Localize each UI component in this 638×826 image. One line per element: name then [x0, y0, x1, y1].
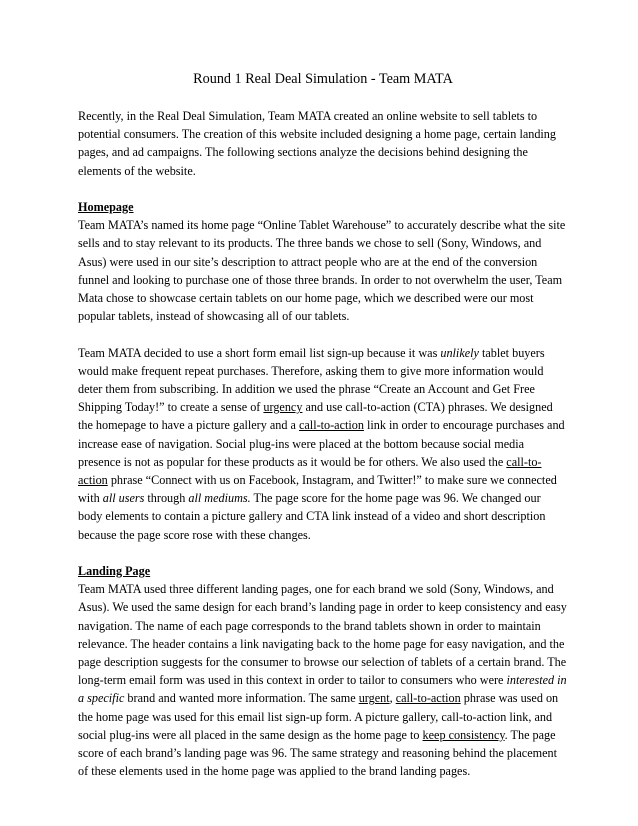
text-run: ,	[389, 691, 396, 706]
homepage-paragraph-1: Team MATA’s named its home page “Online Tablet Warehouse” to accurately describe what the site sells and to stay relevant to its products. The three bands we chose to sell (Sony, Windows, and Asus) were used in our site’s description to attract people who are at the end of the conversion funnel and looking to purchase one of those three brands. In order to not overwhelm the user, Team Mata chose to showcase certain tablets on our home page, which we described were our most popular tablets, instead of showcasing all of our tablets.	[78, 218, 566, 324]
landing-page-heading	[78, 562, 568, 580]
text-run: Team MATA used three different landing pages, one for each brand we sold (Sony, Windows, and Asus). We used the same design for each brand’s landing page in order to keep consistency and easy navigation. The name of each page corresponds to the brand tablets shown in order to maintain relevance. The header contains a link navigating back to the home page for easy navigation, and the page description suggests for the consumer to browse our selection of tablets of a certain brand. The long-term email form was used in this context in order to tailor to consumers who were	[78, 582, 567, 688]
paragraph-gap	[78, 544, 568, 562]
underlined-text: call-to-action	[78, 454, 542, 488]
document-page	[78, 70, 568, 780]
paragraph-gap	[78, 325, 568, 343]
underlined-text: keep consistency	[422, 727, 505, 742]
text-run: phrase was used on the home page was used for this email list sign-up form. A picture gallery, call-to-action link, and social plug-ins were all placed in the same design as the home page to	[78, 691, 559, 742]
homepage-heading	[78, 198, 568, 216]
text-run: through	[144, 491, 189, 506]
italic-text: all users	[102, 491, 145, 506]
italic-text: interested in a specific	[78, 673, 567, 706]
text-run: brand and wanted more information. The same	[124, 691, 359, 706]
paragraph-gap	[78, 180, 568, 198]
italic-text: unlikely	[440, 345, 479, 360]
underlined-text: urgent	[358, 691, 390, 706]
text-run: and use call-to-action (CTA) phrases. We designed the homepage to have a picture gallery and a	[78, 400, 553, 433]
text-run: Team MATA decided to use a short form email list sign-up because it was	[78, 345, 441, 360]
text-run: link in order to encourage purchases and increase ease of navigation. Social plug-ins were placed at the bottom because social media presence is not as popular for these products as it would be for others. We also used the	[78, 418, 565, 469]
intro-paragraph: Recently, in the Real Deal Simulation, Team MATA created an online website to sell tablets to potential consumers. The creation of this website included designing a home page, certain landing pages, and ad campaigns. The following sections analyze the decisions behind designing the elements of the website.	[78, 109, 556, 178]
landing-page-paragraph	[78, 580, 568, 780]
homepage-heading-text: Homepage	[78, 200, 134, 214]
text-run: phrase “Connect with us on Facebook, Instagram, and Twitter!” to make sure we connected with	[78, 473, 557, 506]
homepage-paragraph-2	[78, 344, 568, 544]
underlined-text: call-to-action	[395, 691, 461, 706]
text-run: The page score for the home page was 96. We changed our body elements to contain a picture gallery and CTA link instead of a video and short description because the page score rose with these changes.	[78, 491, 546, 542]
text-run: tablet buyers would make frequent repeat purchases. Therefore, asking them to give more information would deter them from subscribing. In addition we used the phrase “Create an Account and Get Free Shipping Today!” to create a sense of	[78, 345, 545, 415]
underlined-text: urgency	[263, 400, 303, 415]
text-run: . The page score of each brand’s landing page was 96. The same strategy and reasoning behind the placement of these elements used in the home page was applied to the brand landing pages.	[78, 727, 557, 779]
italic-text: all mediums.	[188, 491, 251, 506]
landing-page-heading-text: Landing Page	[78, 564, 151, 579]
underlined-text: call-to-action	[298, 418, 364, 433]
document-title: Round 1 Real Deal Simulation - Team MATA	[193, 71, 453, 87]
